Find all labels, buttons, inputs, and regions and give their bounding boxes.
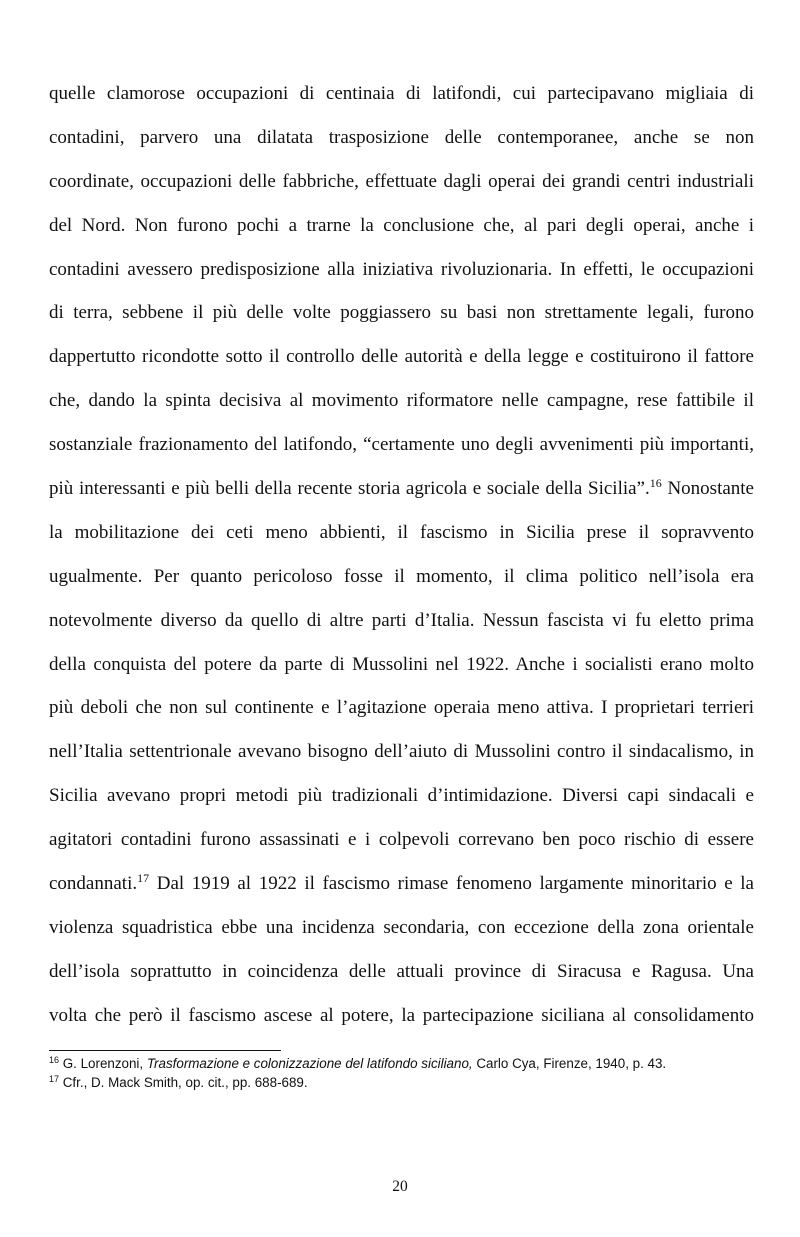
footnote-ref-16[interactable]: 16	[649, 476, 662, 491]
body-text-segment: Nonostante	[661, 478, 754, 500]
body-line: dappertutto ricondotte sotto il controllo delle autorità e della legge e costituirono il fattore	[49, 346, 754, 368]
body-line	[49, 467, 754, 511]
body-line: nell’Italia settentrionale avevano bisogno dell’aiuto di Mussolini contro il sindacalismo, in	[49, 741, 754, 763]
body-line: contadini, parvero una dilatata trasposizione delle contemporanee, anche se non	[49, 126, 754, 148]
body-line: sostanziale frazionamento del latifondo, “certamente uno degli avvenimenti più importanti,	[49, 434, 754, 456]
body-line: di terra, sebbene il più delle volte poggiassero su basi non strettamente legali, furono	[49, 302, 754, 324]
body-line: che, dando la spinta decisiva al movimento riformatore nelle campagne, rese fattibile il	[49, 390, 754, 412]
footnote-ref-17[interactable]: 17	[137, 871, 150, 886]
body-line	[49, 862, 754, 906]
footnote-author: G. Lorenzoni,	[59, 1056, 147, 1071]
body-line: più deboli che non sul continente e l’agitazione operaia meno attiva. I proprietari terrieri	[49, 697, 754, 719]
body-line: quelle clamorose occupazioni di centinaia di latifondi, cui partecipavano migliaia di	[49, 83, 754, 104]
body-line: coordinate, occupazioni delle fabbriche, effettuate dagli operai dei grandi centri industriali	[49, 170, 754, 192]
footnote-number: 17	[49, 1074, 60, 1084]
body-text-segment: condannati.	[49, 873, 138, 895]
body-text-segment: più interessanti e più belli della recente storia agricola e sociale della Sicilia”.	[49, 478, 650, 500]
body-line: dell’isola soprattutto in coincidenza delle attuali province di Siracusa e Ragusa. Una	[49, 960, 754, 982]
body-line: notevolmente diverso da quello di altre parti d’Italia. Nessun fascista vi fu eletto prima	[49, 609, 754, 631]
body-line: volta che però il fascismo ascese al potere, la partecipazione siciliana al consolidamento	[49, 1004, 754, 1026]
footnote-16	[49, 1054, 754, 1073]
body-line: la mobilitazione dei ceti meno abbienti, il fascismo in Sicilia prese il sopravvento	[49, 521, 754, 543]
body-line: agitatori contadini furono assassinati e i colpevoli correvano ben poco rischio di essere	[49, 829, 754, 851]
body-line: Sicilia avevano propri metodi più tradizionali d’intimidazione. Diversi capi sindacali e	[49, 785, 754, 807]
body-line: violenza squadristica ebbe una incidenza secondaria, con eccezione della zona orientale	[49, 916, 754, 938]
body-line: contadini avessero predisposizione alla iniziativa rivoluzionaria. In effetti, le occupazioni	[49, 258, 754, 280]
footnotes	[49, 1054, 754, 1092]
footnote-number: 16	[49, 1055, 60, 1065]
footnote-title: Trasformazione e colonizzazione del latifondo siciliano,	[146, 1056, 473, 1071]
body-text-segment: Dal 1919 al 1922 il fascismo rimase fenomeno largamente minoritario e la	[149, 873, 754, 895]
footnote-publication: Carlo Cya, Firenze, 1940, p. 43.	[472, 1056, 667, 1071]
body-line: del Nord. Non furono pochi a trarne la conclusione che, al pari degli operai, anche i	[49, 214, 754, 236]
body-text	[49, 72, 754, 1038]
body-line: della conquista del potere da parte di Mussolini nel 1922. Anche i socialisti erano molto	[49, 653, 754, 675]
footnote-17	[49, 1073, 754, 1092]
footnote-text: Cfr., D. Mack Smith, op. cit., pp. 688-689.	[59, 1075, 308, 1090]
page-number: 20	[392, 1178, 408, 1195]
footnote-separator	[49, 1050, 281, 1051]
body-line: ugualmente. Per quanto pericoloso fosse il momento, il clima politico nell’isola era	[49, 565, 754, 587]
